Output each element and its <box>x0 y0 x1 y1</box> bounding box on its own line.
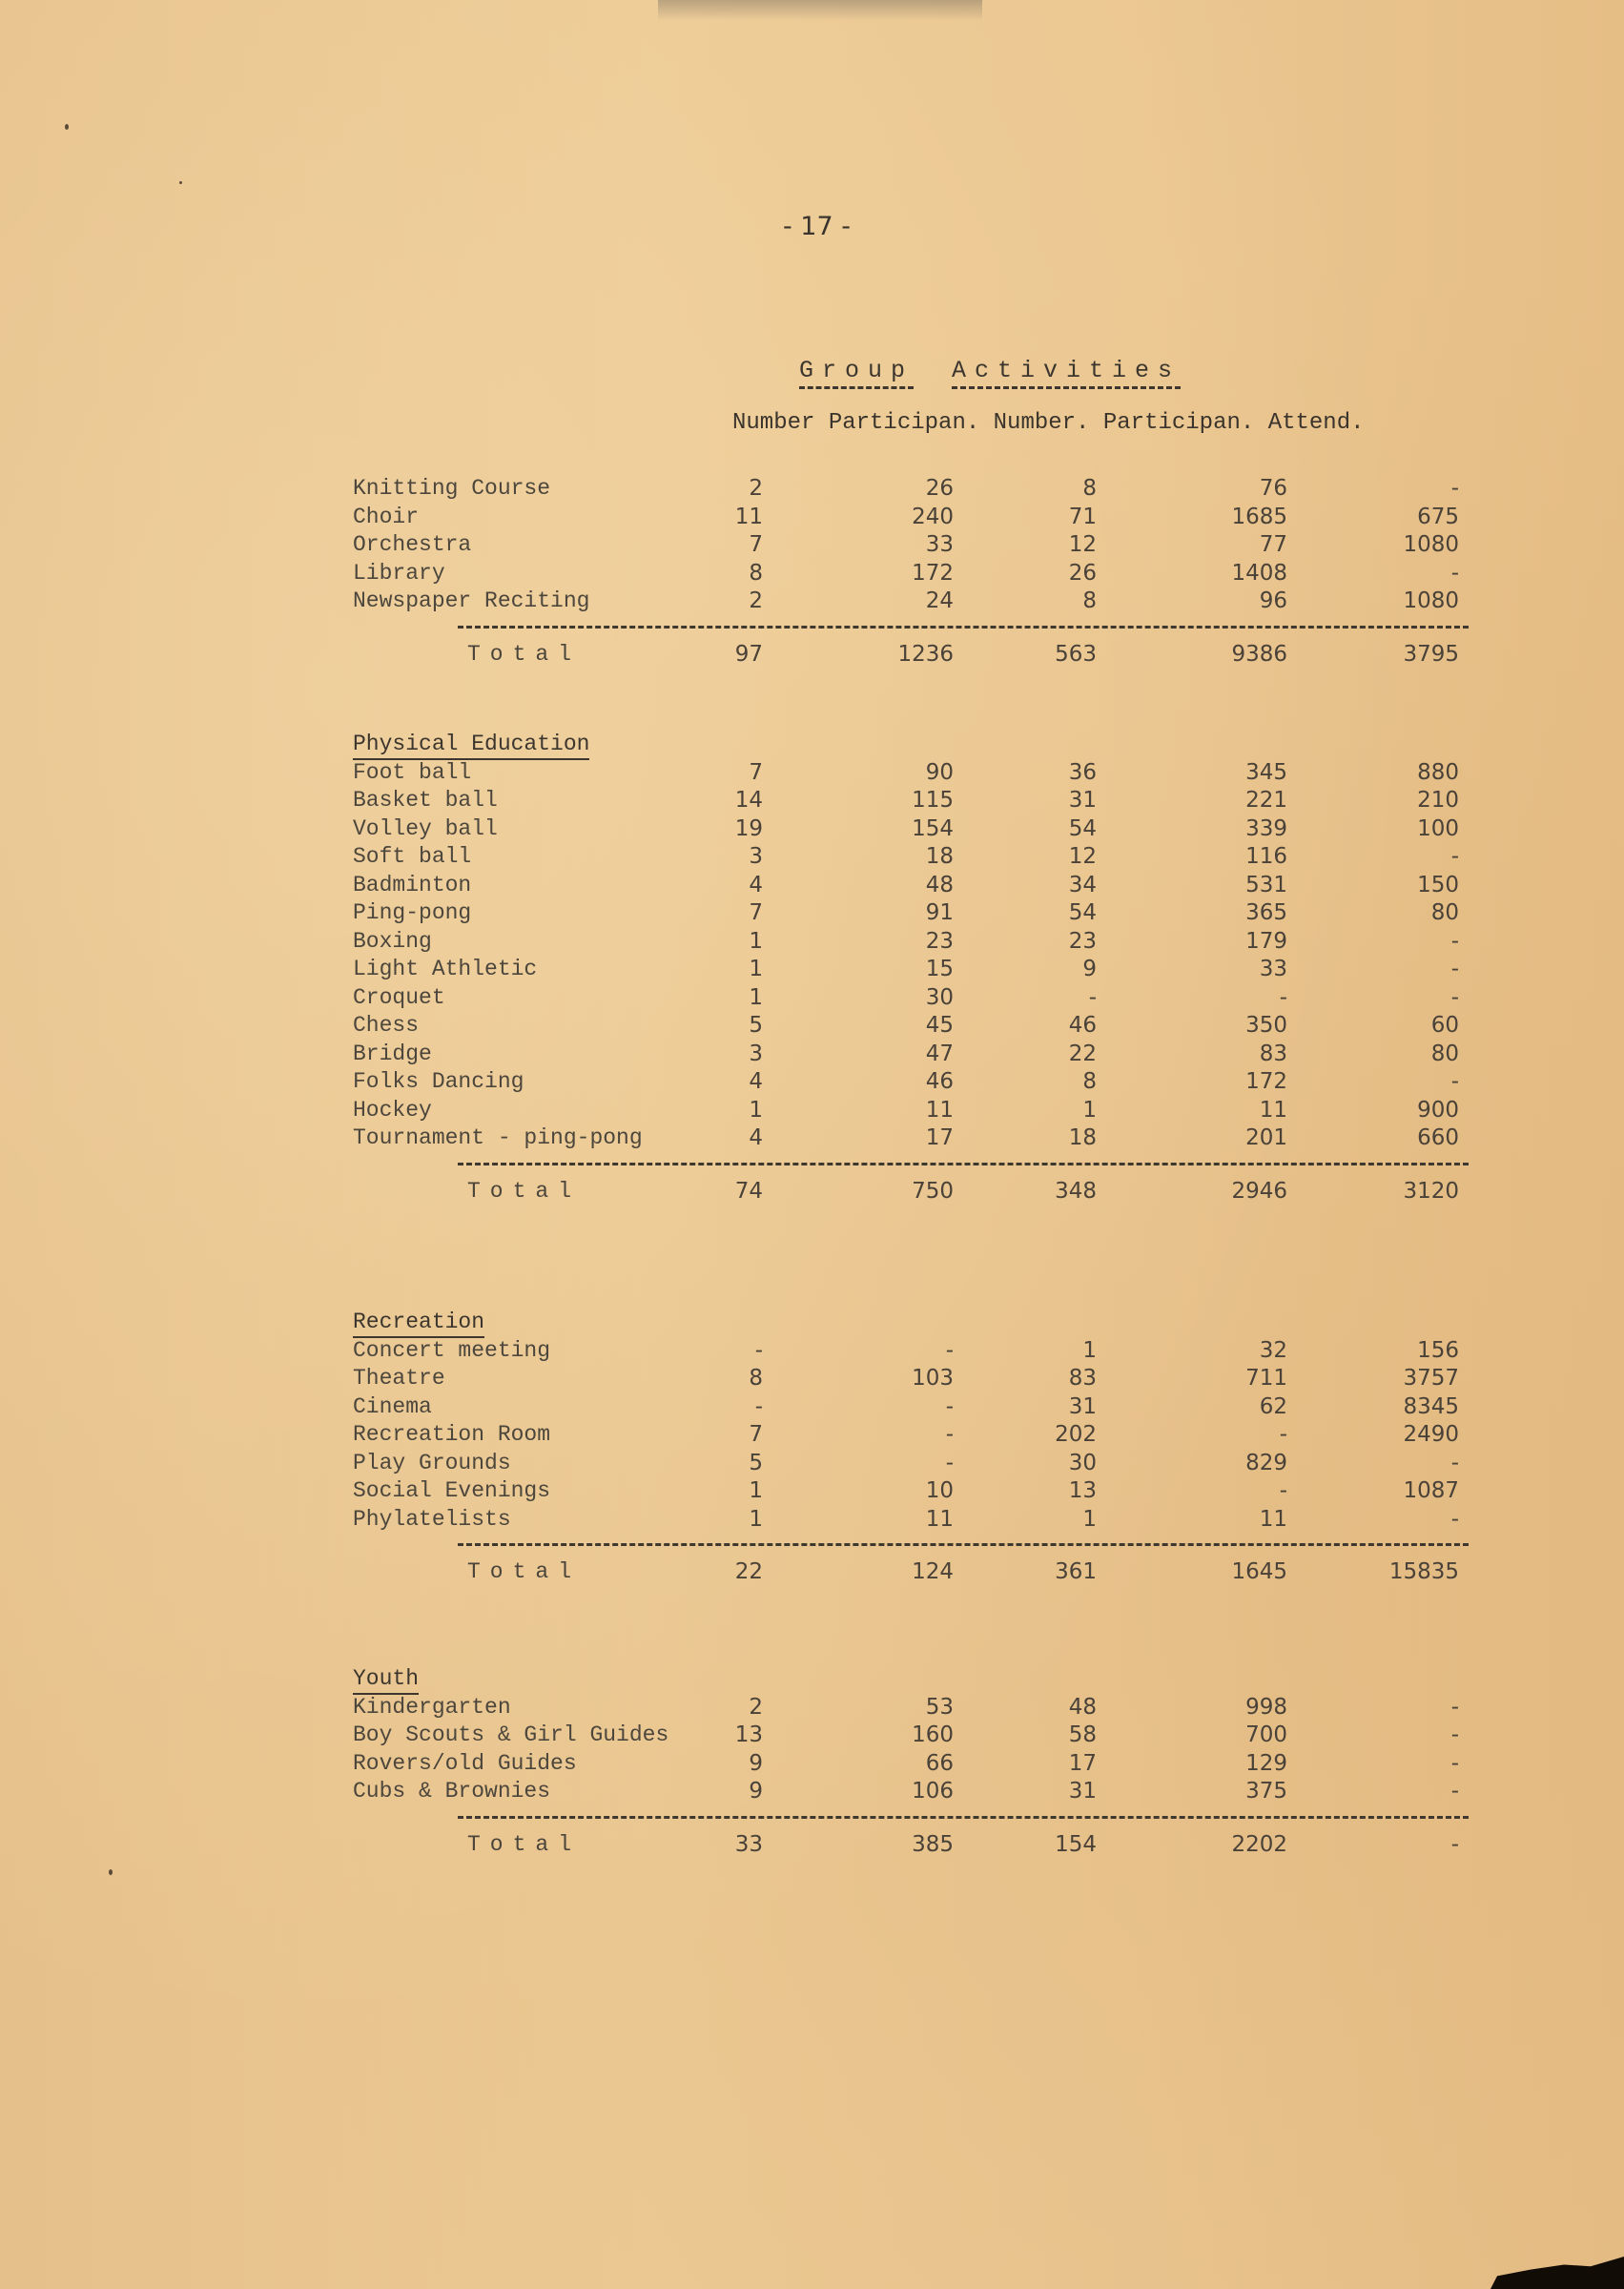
cell-number-2: 154 <box>1055 1831 1097 1857</box>
cell-number: 1 <box>749 1478 763 1503</box>
cell-participants-2: 1408 <box>1231 560 1287 586</box>
cell-participants: 45 <box>925 1013 954 1038</box>
cell-participants-2: - <box>1279 984 1287 1010</box>
cell-number-2: 18 <box>1068 1125 1097 1150</box>
cell-attendance: - <box>1450 1722 1459 1747</box>
cell-participants-2: 116 <box>1245 844 1287 869</box>
cell-participants: 154 <box>912 815 954 841</box>
cell-attendance: - <box>1450 1069 1459 1094</box>
cell-number: 22 <box>734 1559 763 1584</box>
total-divider <box>458 1163 1469 1165</box>
cell-participants: 240 <box>912 504 954 529</box>
activity-label: Volley ball <box>353 815 498 841</box>
cell-participants-2: 339 <box>1245 815 1287 841</box>
cell-attendance: 80 <box>1430 1041 1459 1066</box>
cell-participants: 115 <box>912 788 954 813</box>
cell-participants: 750 <box>912 1178 954 1204</box>
activity-label: Tournament - ping-pong <box>353 1125 643 1150</box>
scan-shadow <box>658 0 982 21</box>
cell-number: 7 <box>749 759 763 785</box>
cell-participants-2: 1685 <box>1231 504 1287 529</box>
cell-participants-2: 172 <box>1245 1069 1287 1094</box>
activity-label: Orchestra <box>353 532 472 557</box>
cell-participants-2: 9386 <box>1231 641 1287 667</box>
cell-number-2: 83 <box>1068 1366 1097 1391</box>
cell-participants: 53 <box>925 1694 954 1720</box>
cell-participants: 124 <box>912 1559 954 1584</box>
cell-participants-2: 76 <box>1259 476 1287 501</box>
table-row <box>343 1750 1583 1778</box>
cell-participants: - <box>945 1393 954 1419</box>
cell-number: 8 <box>749 560 763 586</box>
paper-speck <box>109 1869 113 1875</box>
cell-attendance: - <box>1450 1450 1459 1475</box>
cell-number-2: 54 <box>1068 815 1097 841</box>
cell-attendance: - <box>1450 1694 1459 1720</box>
section-heading: Recreation <box>353 1309 484 1338</box>
activity-label: Choir <box>353 504 420 529</box>
table-row <box>343 815 1583 843</box>
cell-participants-2: 375 <box>1245 1779 1287 1804</box>
cell-number-2: 34 <box>1068 872 1097 897</box>
cell-participants: 385 <box>912 1831 954 1857</box>
cell-number-2: 12 <box>1068 844 1097 869</box>
activity-label: Play Grounds <box>353 1450 511 1475</box>
table-row <box>343 1722 1583 1749</box>
cell-number: 7 <box>749 900 763 925</box>
cell-participants-2: 77 <box>1259 532 1287 557</box>
activity-label: Cubs & Brownies <box>353 1779 551 1804</box>
cell-number: 4 <box>749 1069 763 1094</box>
total-row <box>343 641 1583 669</box>
cell-attendance: 15835 <box>1388 1559 1459 1584</box>
table-row <box>343 1124 1583 1152</box>
cell-attendance: 880 <box>1417 759 1459 785</box>
cell-number: 7 <box>749 1422 763 1447</box>
cell-number: - <box>754 1337 763 1363</box>
cell-attendance: 156 <box>1417 1337 1459 1363</box>
activity-label: Light Athletic <box>353 957 538 981</box>
cell-number-2: 563 <box>1055 641 1097 667</box>
cell-number: 97 <box>734 641 763 667</box>
cell-participants: 160 <box>912 1722 954 1747</box>
cell-participants-2: 32 <box>1259 1337 1287 1363</box>
cell-participants-2: 11 <box>1259 1506 1287 1532</box>
cell-number: - <box>754 1393 763 1419</box>
activity-label: Basket ball <box>353 788 498 813</box>
cell-participants: 24 <box>925 588 954 613</box>
cell-number: 2 <box>749 1694 763 1720</box>
cell-participants-2: 2202 <box>1231 1831 1287 1857</box>
activity-label: Soft ball <box>353 844 472 869</box>
table-row <box>343 1778 1583 1805</box>
cell-attendance: 3757 <box>1403 1366 1459 1391</box>
section-heading: Physical Education <box>353 731 589 760</box>
cell-participants-2: 179 <box>1245 928 1287 954</box>
cell-number-2: 46 <box>1068 1013 1097 1038</box>
cell-number-2: 54 <box>1068 900 1097 925</box>
cell-attendance: 8345 <box>1403 1393 1459 1419</box>
table-row <box>343 1393 1583 1421</box>
activity-label: Theatre <box>353 1366 445 1391</box>
cell-participants: 30 <box>925 984 954 1010</box>
cell-attendance: 675 <box>1417 504 1459 529</box>
cell-participants: - <box>945 1450 954 1475</box>
activity-label: Rovers/old Guides <box>353 1750 577 1776</box>
cell-number: 5 <box>749 1450 763 1475</box>
cell-number-2: 48 <box>1068 1694 1097 1720</box>
table-row <box>343 928 1583 956</box>
activity-label: Foot ball <box>353 759 472 785</box>
activity-label: Knitting Course <box>353 476 551 501</box>
table-row <box>343 1012 1583 1040</box>
cell-participants-2: 365 <box>1245 900 1287 925</box>
total-divider <box>458 626 1469 629</box>
cell-participants-2: 1645 <box>1231 1559 1287 1584</box>
total-row <box>343 1178 1583 1206</box>
column-header: Number Participan. Number. Participan. Attend. <box>732 410 1365 436</box>
section-heading: Youth <box>353 1665 419 1695</box>
total-row <box>343 1831 1583 1859</box>
cell-attendance: 100 <box>1417 815 1459 841</box>
cell-participants-2: 221 <box>1245 788 1287 813</box>
cell-attendance: 3795 <box>1403 641 1459 667</box>
cell-participants: 106 <box>912 1779 954 1804</box>
cell-number-2: 13 <box>1068 1478 1097 1503</box>
cell-attendance: 210 <box>1417 788 1459 813</box>
cell-attendance: 1087 <box>1403 1478 1459 1503</box>
page-number: - 17 - <box>782 212 851 241</box>
table-row <box>343 560 1583 588</box>
cell-participants: 90 <box>925 759 954 785</box>
cell-attendance: - <box>1450 928 1459 954</box>
title-word-group: Group <box>799 357 914 389</box>
cell-participants-2: 201 <box>1245 1125 1287 1150</box>
cell-attendance: - <box>1450 1779 1459 1804</box>
activity-label: Social Evenings <box>353 1478 551 1503</box>
table-row <box>343 899 1583 927</box>
cell-participants-2: 700 <box>1245 1722 1287 1747</box>
cell-participants: 47 <box>925 1041 954 1066</box>
total-label: Total <box>467 1559 582 1584</box>
cell-number: 8 <box>749 1366 763 1391</box>
cell-participants: 172 <box>912 560 954 586</box>
cell-number: 2 <box>749 476 763 501</box>
total-label: Total <box>467 1178 582 1204</box>
cell-participants-2: 96 <box>1259 588 1287 613</box>
table-row <box>343 1365 1583 1392</box>
cell-number: 4 <box>749 1125 763 1150</box>
cell-attendance: 1080 <box>1403 588 1459 613</box>
paper-speck <box>179 181 182 184</box>
activity-label: Newspaper Reciting <box>353 588 590 613</box>
cell-participants: 46 <box>925 1069 954 1094</box>
cell-attendance: - <box>1450 476 1459 501</box>
activity-label: Concert meeting <box>353 1337 551 1363</box>
cell-number-2: 1 <box>1082 1097 1097 1123</box>
cell-number-2: 348 <box>1055 1178 1097 1204</box>
table-row <box>343 956 1583 983</box>
activity-label: Recreation Room <box>353 1422 551 1447</box>
cell-participants-2: 350 <box>1245 1013 1287 1038</box>
activity-label: Kindergarten <box>353 1694 511 1720</box>
total-label: Total <box>467 1831 582 1857</box>
cell-number: 11 <box>734 504 763 529</box>
cell-number: 13 <box>734 1722 763 1747</box>
activity-label: Folks Dancing <box>353 1069 524 1094</box>
activity-label: Boy Scouts & Girl Guides <box>353 1722 669 1747</box>
activity-label: Chess <box>353 1013 420 1038</box>
cell-participants-2: 998 <box>1245 1694 1287 1720</box>
activity-label: Phylatelists <box>353 1506 511 1532</box>
cell-number: 7 <box>749 532 763 557</box>
cell-participants-2: - <box>1279 1478 1287 1503</box>
activity-label: Badminton <box>353 872 472 897</box>
cell-number: 74 <box>734 1178 763 1204</box>
cell-participants: 48 <box>925 872 954 897</box>
cell-participants-2: 62 <box>1259 1393 1287 1419</box>
activity-label: Bridge <box>353 1041 432 1066</box>
cell-participants: 10 <box>925 1478 954 1503</box>
cell-participants: 26 <box>925 476 954 501</box>
table-row <box>343 531 1583 559</box>
cell-number: 1 <box>749 1097 763 1123</box>
cell-attendance: 60 <box>1430 1013 1459 1038</box>
cell-number: 14 <box>734 788 763 813</box>
table-row <box>343 1450 1583 1477</box>
cell-number-2: 17 <box>1068 1750 1097 1776</box>
cell-participants: 66 <box>925 1750 954 1776</box>
cell-participants-2: 33 <box>1259 957 1287 981</box>
cell-attendance: 150 <box>1417 872 1459 897</box>
cell-attendance: - <box>1450 1750 1459 1776</box>
cell-number: 1 <box>749 984 763 1010</box>
total-divider <box>458 1816 1469 1819</box>
cell-participants: 1236 <box>897 641 954 667</box>
activity-label: Library <box>353 560 445 586</box>
table-row <box>343 984 1583 1012</box>
table-row <box>343 843 1583 871</box>
cell-number-2: 26 <box>1068 560 1097 586</box>
cell-number-2: 12 <box>1068 532 1097 557</box>
cell-participants-2: 2946 <box>1231 1178 1287 1204</box>
cell-attendance: - <box>1450 984 1459 1010</box>
cell-participants-2: 11 <box>1259 1097 1287 1123</box>
cell-number-2: 202 <box>1055 1422 1097 1447</box>
cell-participants: 15 <box>925 957 954 981</box>
cell-number: 3 <box>749 844 763 869</box>
cell-attendance: - <box>1450 560 1459 586</box>
table-row <box>343 787 1583 815</box>
total-label: Total <box>467 641 582 667</box>
cell-participants-2: 711 <box>1245 1366 1287 1391</box>
title-word-activities: Activities <box>952 357 1181 389</box>
cell-number: 9 <box>749 1779 763 1804</box>
cell-number-2: 8 <box>1082 1069 1097 1094</box>
cell-participants-2: 829 <box>1245 1450 1287 1475</box>
cell-number: 2 <box>749 588 763 613</box>
cell-number: 3 <box>749 1041 763 1066</box>
cell-attendance: - <box>1450 1506 1459 1532</box>
cell-participants: 17 <box>925 1125 954 1150</box>
table-row <box>343 1068 1583 1096</box>
table-row <box>343 1477 1583 1505</box>
table-row <box>343 1421 1583 1449</box>
cell-number-2: 1 <box>1082 1506 1097 1532</box>
table-row <box>343 759 1583 787</box>
cell-attendance: 3120 <box>1403 1178 1459 1204</box>
cell-number-2: - <box>1088 984 1097 1010</box>
cell-number-2: 71 <box>1068 504 1097 529</box>
table-row <box>343 1041 1583 1068</box>
cell-participants: 23 <box>925 928 954 954</box>
activity-label: Cinema <box>353 1393 432 1419</box>
table-row <box>343 504 1583 531</box>
cell-number: 5 <box>749 1013 763 1038</box>
cell-participants-2: 83 <box>1259 1041 1287 1066</box>
scan-corner-artifact <box>1490 2257 1624 2289</box>
cell-attendance: 1080 <box>1403 532 1459 557</box>
paper-speck <box>65 124 69 130</box>
total-row <box>343 1558 1583 1586</box>
cell-participants: 18 <box>925 844 954 869</box>
cell-attendance: 660 <box>1417 1125 1459 1150</box>
cell-participants-2: 345 <box>1245 759 1287 785</box>
cell-participants-2: - <box>1279 1422 1287 1447</box>
table-row <box>343 872 1583 899</box>
activity-label: Hockey <box>353 1097 432 1123</box>
cell-number-2: 8 <box>1082 476 1097 501</box>
cell-participants: 11 <box>925 1506 954 1532</box>
cell-participants: 103 <box>912 1366 954 1391</box>
table-row <box>343 1097 1583 1124</box>
table-row <box>343 1506 1583 1534</box>
activity-label: Ping-pong <box>353 900 472 925</box>
cell-number: 1 <box>749 928 763 954</box>
cell-participants-2: 531 <box>1245 872 1287 897</box>
cell-number-2: 1 <box>1082 1337 1097 1363</box>
table-row <box>343 475 1583 503</box>
cell-number-2: 31 <box>1068 1779 1097 1804</box>
cell-number: 19 <box>734 815 763 841</box>
cell-number-2: 36 <box>1068 759 1097 785</box>
document-title <box>799 357 1219 384</box>
cell-number-2: 58 <box>1068 1722 1097 1747</box>
cell-attendance: - <box>1450 957 1459 981</box>
table-row <box>343 1694 1583 1722</box>
cell-number-2: 31 <box>1068 788 1097 813</box>
cell-attendance: 80 <box>1430 900 1459 925</box>
cell-number-2: 8 <box>1082 588 1097 613</box>
cell-number-2: 9 <box>1082 957 1097 981</box>
cell-attendance: 900 <box>1417 1097 1459 1123</box>
cell-number-2: 23 <box>1068 928 1097 954</box>
cell-attendance: 2490 <box>1403 1422 1459 1447</box>
cell-attendance: - <box>1450 844 1459 869</box>
cell-participants-2: 129 <box>1245 1750 1287 1776</box>
cell-number: 1 <box>749 1506 763 1532</box>
cell-number-2: 361 <box>1055 1559 1097 1584</box>
cell-participants: 33 <box>925 532 954 557</box>
cell-number: 33 <box>734 1831 763 1857</box>
cell-participants: 91 <box>925 900 954 925</box>
cell-number: 9 <box>749 1750 763 1776</box>
cell-participants: - <box>945 1422 954 1447</box>
cell-attendance: - <box>1450 1831 1459 1857</box>
cell-number-2: 31 <box>1068 1393 1097 1419</box>
cell-participants: 11 <box>925 1097 954 1123</box>
cell-number: 1 <box>749 957 763 981</box>
cell-number-2: 22 <box>1068 1041 1097 1066</box>
table-row <box>343 1337 1583 1365</box>
activity-label: Croquet <box>353 984 445 1010</box>
cell-participants: - <box>945 1337 954 1363</box>
cell-number: 4 <box>749 872 763 897</box>
total-divider <box>458 1543 1469 1546</box>
activity-label: Boxing <box>353 928 432 954</box>
table-row <box>343 588 1583 615</box>
cell-number-2: 30 <box>1068 1450 1097 1475</box>
